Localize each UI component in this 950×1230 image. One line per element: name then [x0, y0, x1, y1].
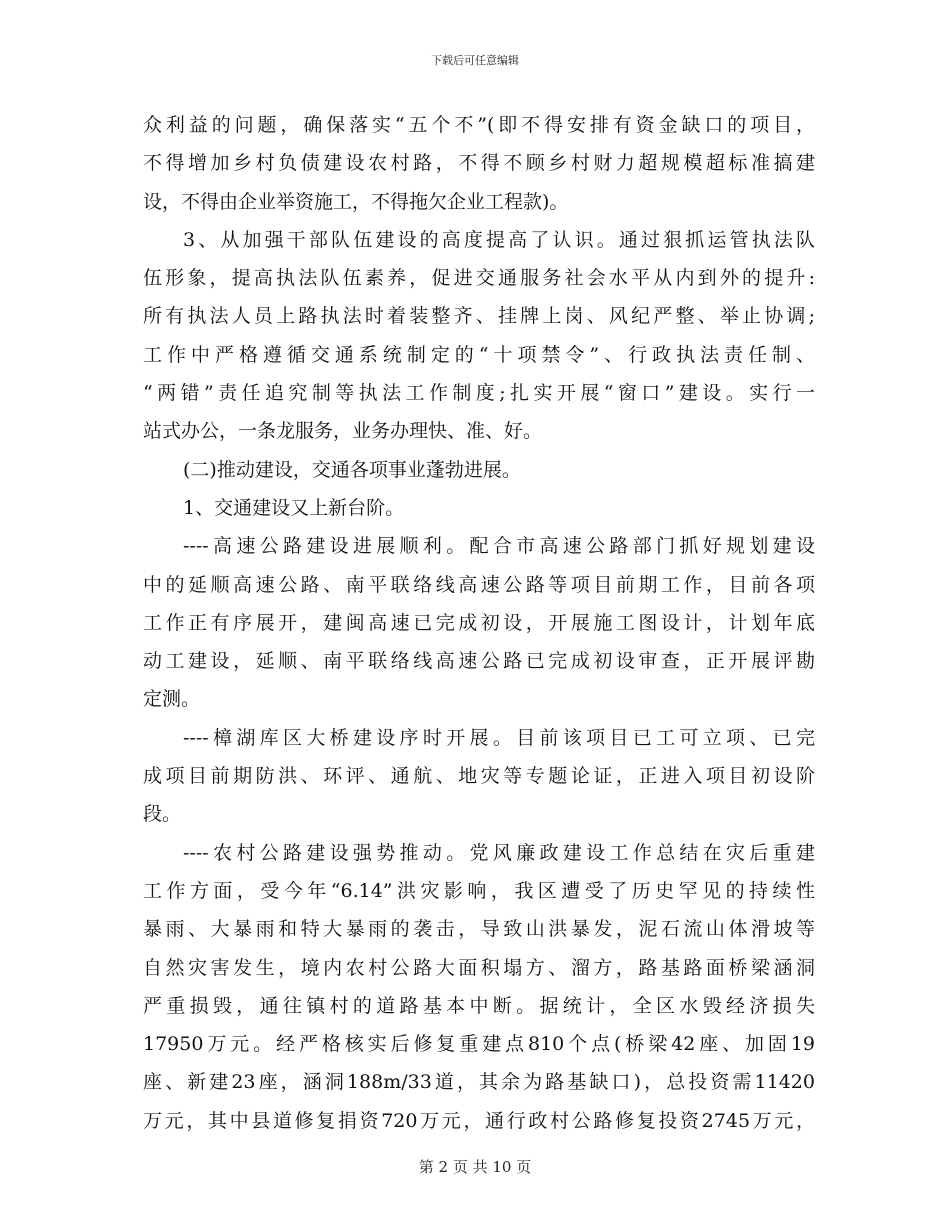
body-line: 3、从加强干部队伍建设的高度提高了认识。通过狠抓运管执法队 — [183, 228, 815, 251]
document-body — [143, 106, 815, 1140]
body-line: ----高速公路建设进展顺利。配合市高速公路部门抓好规划建设 — [183, 535, 815, 558]
body-line: 众利益的问题，确保落实“五个不”(即不得安排有资金缺口的项目， — [143, 114, 815, 136]
body-line: ----樟湖库区大桥建设序时开展。目前该项目已工可立项、已完 — [183, 726, 815, 749]
page-number: 第 2 页 共 10 页 — [418, 1158, 532, 1176]
body-line: 设，不得由企业举资施工，不得拖欠企业工程款)。 — [143, 190, 569, 213]
body-line: 工作中严格遵循交通系统制定的“十项禁令”、行政执法责任制、 — [143, 343, 815, 366]
body-line: “两错”责任追究制等执法工作制度;扎实开展“窗口”建设。实行一 — [143, 382, 815, 405]
body-line: 座、新建23座，涵洞188m/33道，其余为路基缺口)，总投资需11420 — [143, 1071, 815, 1094]
body-line: 站式办公，一条龙服务，业务办理快、准、好。 — [143, 420, 543, 443]
body-line: 严重损毁，通往镇村的道路基本中断。据统计，全区水毁经济损失 — [143, 994, 815, 1017]
body-line: 所有执法人员上路执法时着装整齐、挂牌上岗、风纪严整、举止协调; — [143, 305, 815, 328]
body-line: 伍形象，提高执法队伍素养，促进交通服务社会水平从内到外的提升: — [143, 267, 815, 290]
body-line: 工作方面，受今年“6.14”洪灾影响，我区遭受了历史罕见的持续性 — [143, 879, 815, 902]
body-line: 成项目前期防洪、环评、通航、地灾等专题论证，正进入项目初设阶 — [143, 765, 815, 788]
body-line: 万元，其中县道修复捐资720万元，通行政村公路修复投资2745万元， — [143, 1109, 815, 1132]
page-header-note: 下载后可任意编辑 — [431, 54, 519, 67]
body-line: 不得增加乡村负债建设农村路，不得不顾乡村财力超规模超标准搞建 — [143, 152, 815, 175]
body-line: 定测。 — [143, 688, 201, 711]
body-line: 暴雨、大暴雨和特大暴雨的袭击，导致山洪暴发，泥石流山体滑坡等 — [143, 918, 815, 941]
section-heading: (二)推动建设，交通各项事业蓬勃进展。 — [183, 458, 521, 481]
body-line: ----农村公路建设强势推动。党风廉政建设工作总结在灾后重建 — [183, 841, 815, 864]
subsection-heading: 1、交通建设又上新台阶。 — [183, 496, 405, 519]
body-line: 17950万元。经严格核实后修复重建点810个点(桥梁42座、加固19 — [143, 1033, 815, 1056]
body-line: 动工建设，延顺、南平联络线高速公路已完成初设审查，正开展评勘 — [143, 650, 815, 673]
body-line: 自然灾害发生，境内农村公路大面积塌方、溜方，路基路面桥梁涵洞 — [143, 956, 815, 979]
body-line: 工作正有序展开，建闽高速已完成初设，开展施工图设计，计划年底 — [143, 611, 815, 634]
body-line: 中的延顺高速公路、南平联络线高速公路等项目前期工作，目前各项 — [143, 573, 815, 596]
body-line: 段。 — [143, 803, 182, 826]
